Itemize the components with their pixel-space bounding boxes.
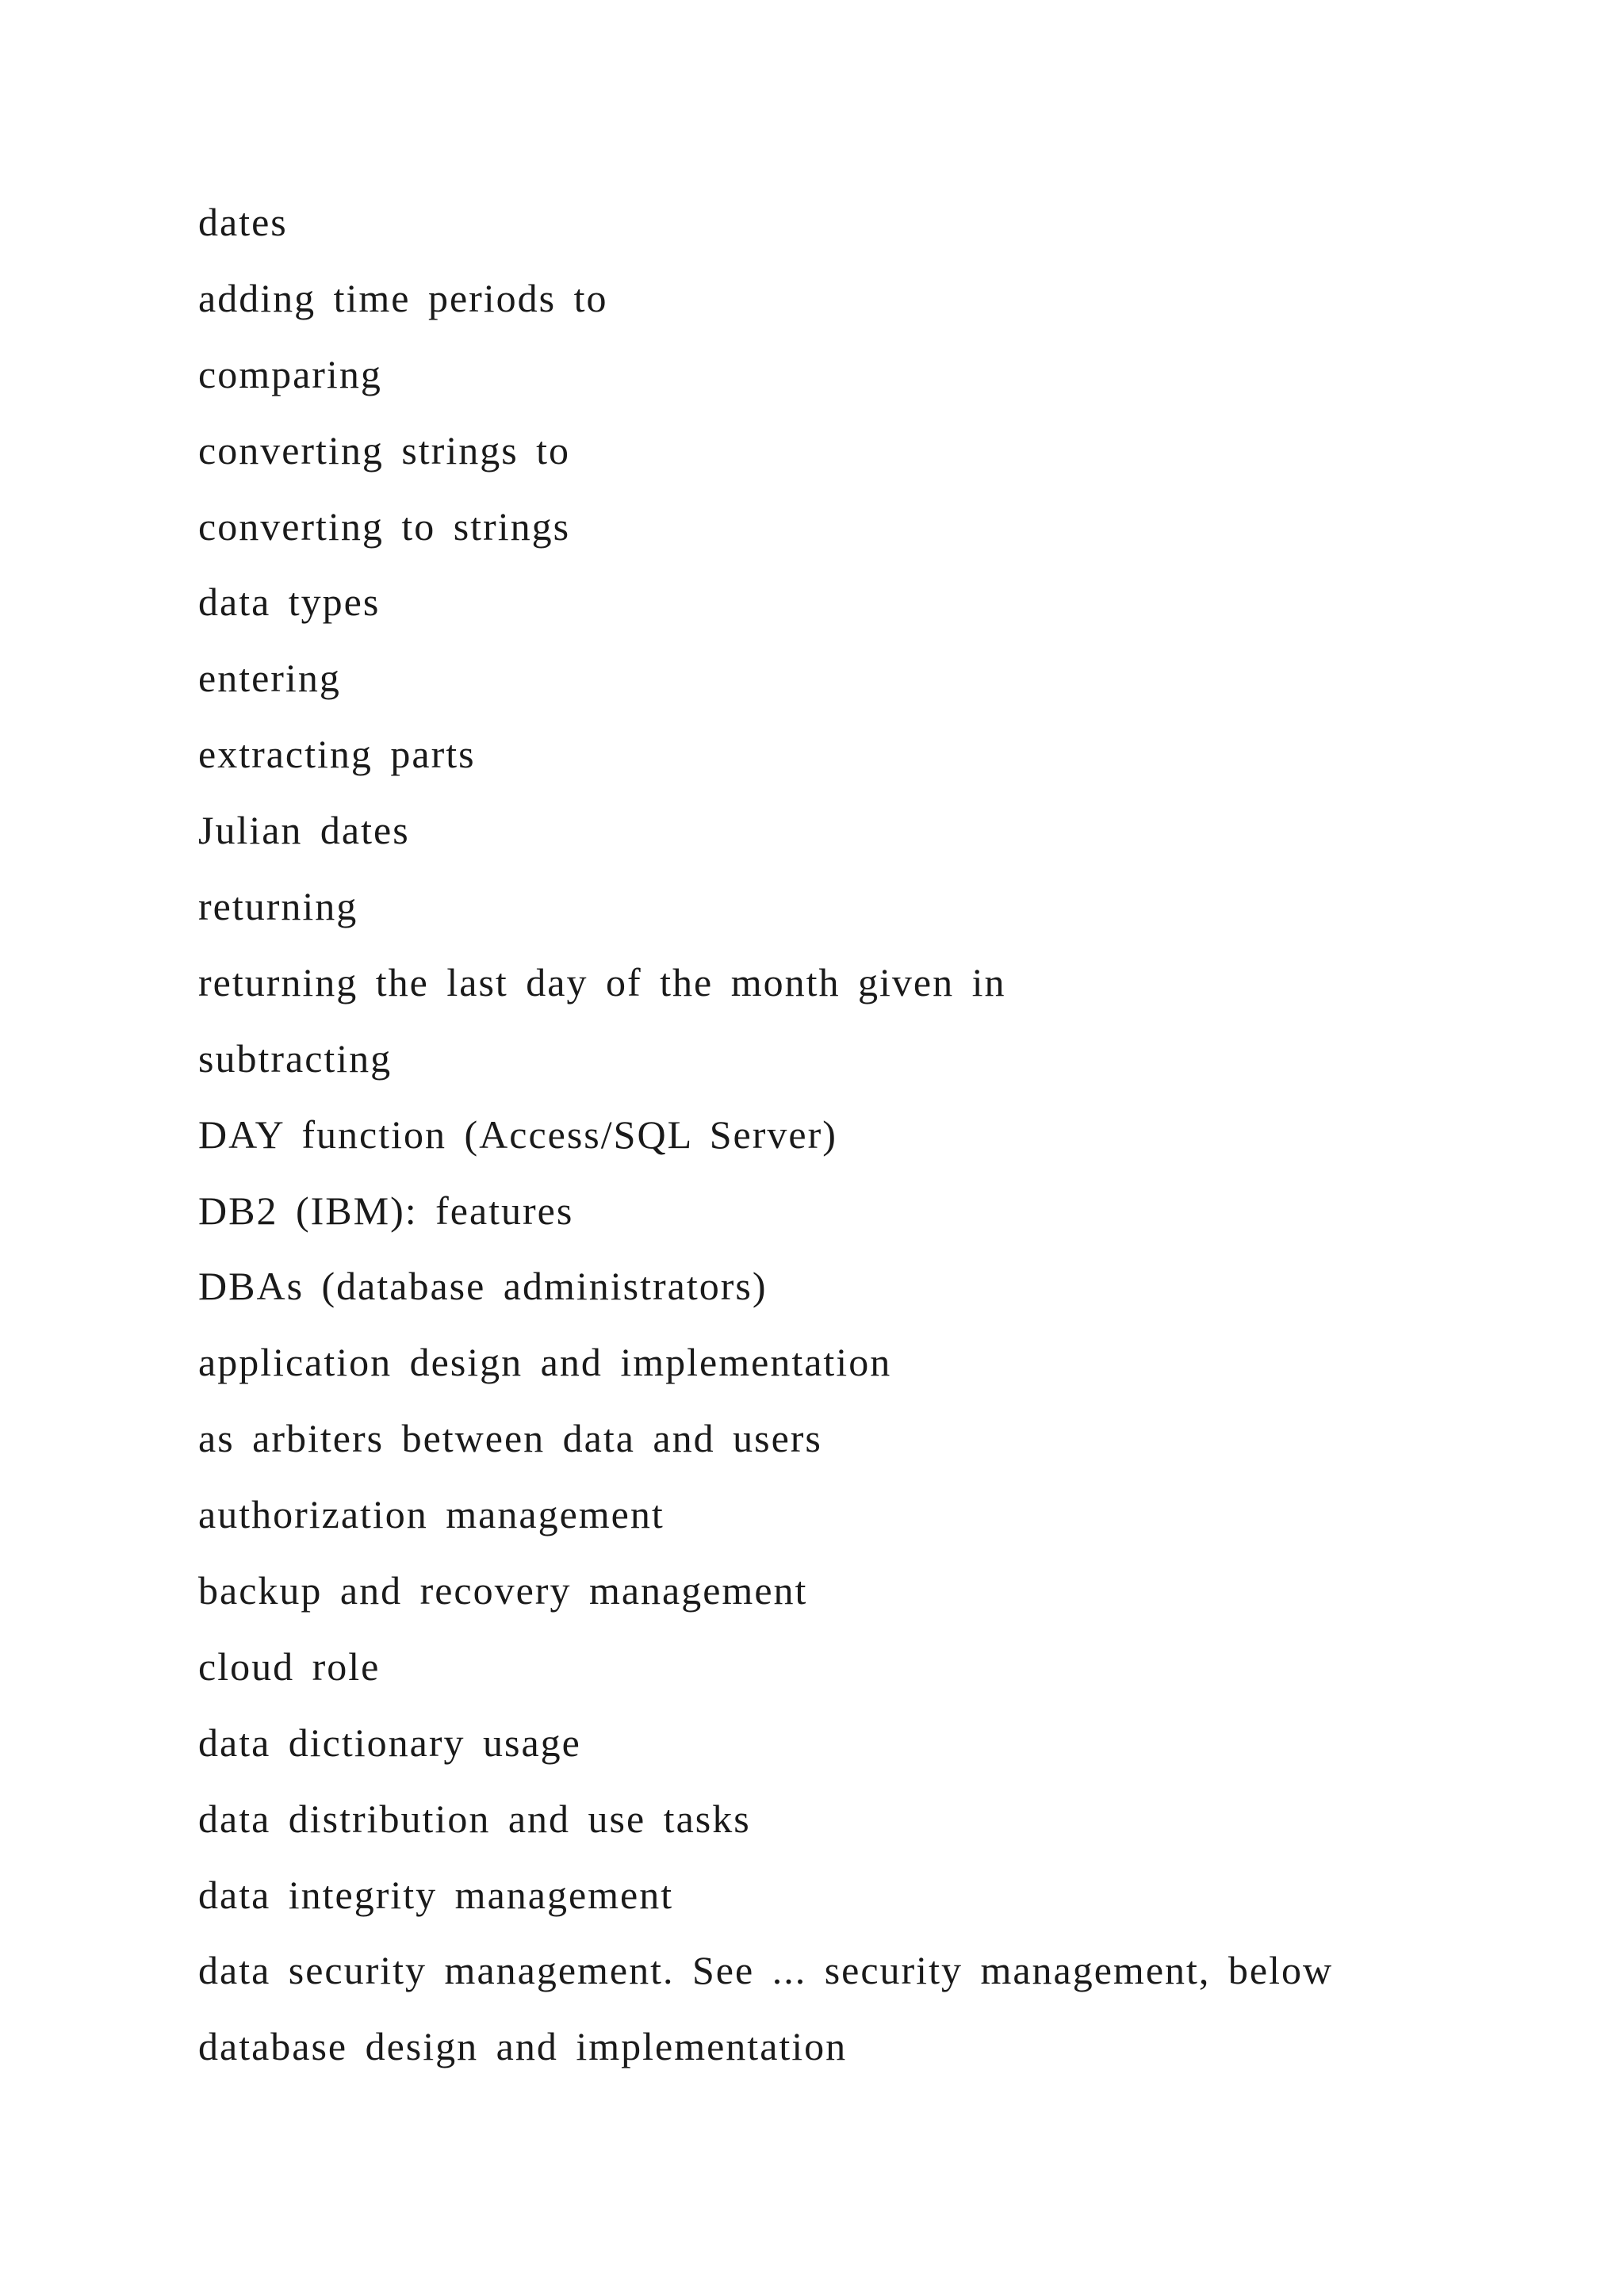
index-entry: data integrity management	[198, 1872, 674, 1917]
index-entry: extracting parts	[198, 732, 476, 777]
index-entry: comparing	[198, 351, 382, 396]
index-entry: converting strings to	[198, 427, 571, 473]
index-entry: DAY function (Access/SQL Server)	[198, 1112, 837, 1157]
index-entry: subtracting	[198, 1035, 393, 1081]
index-entry: data dictionary usage	[198, 1720, 581, 1765]
index-entry: dates	[198, 200, 288, 244]
index-entry: data distribution and use tasks	[198, 1796, 751, 1841]
index-entry: as arbiters between data and users	[198, 1416, 822, 1461]
index-entry: data types	[198, 580, 381, 625]
index-entry: returning	[198, 884, 358, 929]
index-entry: returning the last day of the month given in	[198, 959, 1006, 1004]
index-entry: converting to strings	[198, 503, 571, 549]
index-entry: backup and recovery management	[198, 1568, 808, 1613]
index-entry: entering	[198, 656, 341, 701]
index-entry-list	[198, 189, 1546, 2089]
index-entry: cloud role	[198, 1644, 381, 1689]
index-entry: application design and implementation	[198, 1340, 892, 1385]
index-entry: DBAs (database administrators)	[198, 1264, 768, 1309]
index-entry: data security management. See ... security management, below	[198, 1948, 1334, 1993]
index-entry: database design and implementation	[198, 2024, 848, 2069]
index-entry: DB2 (IBM): features	[198, 1188, 574, 1233]
index-entry: authorization management	[198, 1492, 665, 1537]
index-entry: Julian dates	[198, 808, 410, 853]
index-entry: adding time periods to	[198, 275, 608, 320]
